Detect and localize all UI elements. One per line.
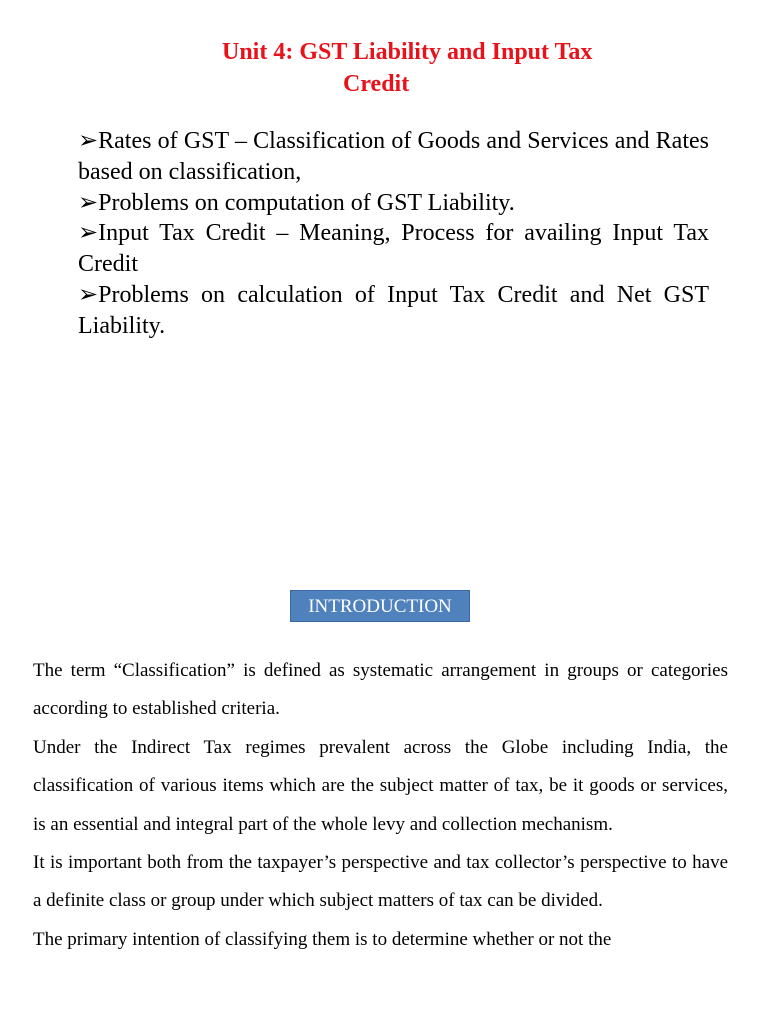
right-arrowhead-icon: ➢ bbox=[78, 128, 99, 154]
unit-title-line-2: Credit bbox=[343, 71, 410, 97]
topic-item bbox=[78, 126, 709, 188]
paragraph: The primary intention of classifying them is to determine whether or not the bbox=[33, 928, 612, 950]
right-arrowhead-icon: ➢ bbox=[78, 281, 99, 308]
topic-item bbox=[78, 218, 709, 280]
introduction-body bbox=[33, 652, 728, 959]
unit-title-line-1: Unit 4: GST Liability and Input Tax bbox=[222, 39, 593, 65]
topic-text: Rates of GST – Classification of Goods and Services and Rates based on classification, bbox=[78, 128, 709, 185]
topic-text: Problems on calculation of Input Tax Credit and Net GST Liability. bbox=[78, 281, 709, 339]
right-arrowhead-icon: ➢ bbox=[78, 220, 99, 247]
paragraph: It is important both from the taxpayer’s perspective and tax collector’s perspective to have a definite class or group under which subject matters of tax can be divided. bbox=[33, 852, 728, 912]
topic-text: Problems on computation of GST Liability. bbox=[98, 189, 515, 216]
paragraph: The term “Classification” is defined as systematic arrangement in groups or categories according to established criteria. bbox=[33, 660, 728, 720]
right-arrowhead-icon: ➢ bbox=[78, 189, 99, 216]
topic-item bbox=[78, 280, 709, 342]
topic-item bbox=[78, 188, 709, 219]
topic-text: Input Tax Credit – Meaning, Process for availing Input Tax Credit bbox=[78, 220, 709, 278]
topic-list bbox=[78, 126, 709, 342]
introduction-heading: INTRODUCTION bbox=[290, 590, 470, 622]
paragraph: Under the Indirect Tax regimes prevalent across the Globe including India, the classification of various items which are the subject matter of tax, be it goods or services, is an essential and integral part of the whole levy and collection mechanism. bbox=[33, 736, 728, 835]
